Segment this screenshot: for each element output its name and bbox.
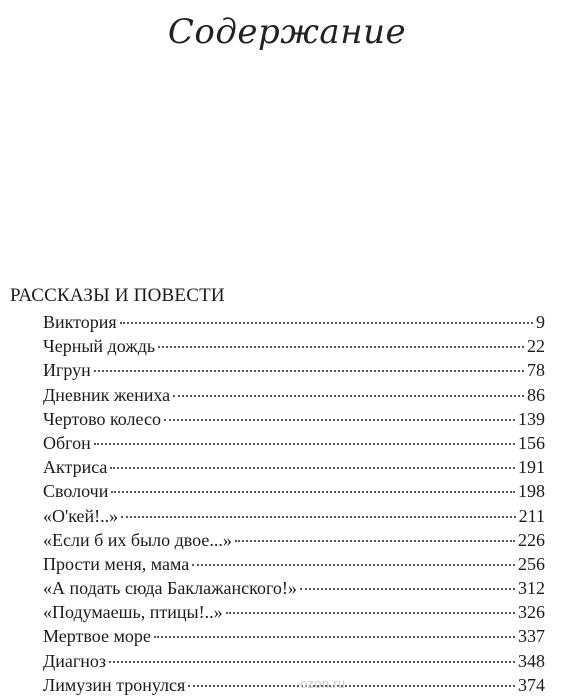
- dot-leader: [111, 491, 515, 493]
- toc-entry-title: Виктория: [43, 312, 117, 332]
- toc-entry-title: Диагноз: [43, 650, 107, 671]
- toc-entry: [43, 649, 545, 673]
- toc-entry-title: «А подать сюда Баклажанского!»: [43, 578, 297, 599]
- dot-leader: [120, 322, 533, 324]
- toc-entry-title: Обгон: [43, 432, 91, 453]
- toc-entry: [43, 528, 545, 552]
- toc-list: [43, 310, 545, 697]
- dot-leader: [121, 516, 516, 518]
- dot-leader: [164, 419, 515, 421]
- dot-leader: [110, 467, 515, 469]
- toc-entry-page: 86: [527, 384, 545, 405]
- toc-entry-page: 348: [518, 650, 545, 671]
- toc-entry: [43, 600, 545, 624]
- toc-entry: [43, 358, 545, 382]
- toc-entry-page: 22: [527, 336, 545, 357]
- dot-leader: [188, 685, 515, 687]
- toc-entry-title: «О'кей!..»: [43, 505, 119, 526]
- toc-entry-page: 198: [518, 481, 545, 502]
- toc-entry: [43, 552, 545, 576]
- toc-entry-page: 156: [518, 432, 545, 453]
- toc-entry-page: 256: [518, 553, 545, 574]
- toc-entry: [43, 310, 545, 334]
- dot-leader: [173, 395, 524, 397]
- toc-entry-page: 374: [518, 674, 545, 695]
- toc-entry-title: Сволочи: [43, 481, 109, 502]
- toc-entry-title: Чертово колесо: [43, 408, 161, 429]
- toc-entry-title: Лимузин тронулся: [43, 674, 186, 695]
- dot-leader: [158, 346, 524, 348]
- toc-entry-page: 9: [536, 312, 545, 332]
- page-title: Содержание: [167, 12, 407, 52]
- toc-entry: [43, 576, 545, 600]
- toc-entry-title: Прости меня, мама: [43, 553, 190, 574]
- dot-leader: [94, 370, 524, 372]
- toc-entry-page: 312: [518, 578, 545, 599]
- dot-leader: [154, 636, 515, 638]
- toc-entry: [43, 455, 545, 479]
- toc-entry-page: 191: [518, 457, 545, 478]
- dot-leader: [94, 443, 515, 445]
- toc-entry: [43, 624, 545, 648]
- toc-entry-page: 211: [518, 505, 545, 526]
- toc-entry-page: 326: [518, 602, 545, 623]
- toc-entry-page: 78: [527, 360, 545, 381]
- watermark: ozon.ru: [300, 676, 346, 691]
- toc-entry-title: Дневник жениха: [43, 384, 171, 405]
- dot-leader: [109, 661, 515, 663]
- dot-leader: [235, 540, 515, 542]
- toc-entry-title: Мертвое море: [43, 626, 151, 647]
- toc-entry-title: Актриса: [43, 457, 108, 478]
- toc-entry: [43, 673, 545, 697]
- section-heading: РАССКАЗЫ И ПОВЕСТИ: [10, 285, 225, 306]
- toc-entry: [43, 504, 545, 528]
- dot-leader: [300, 588, 515, 590]
- toc-entry: [43, 479, 545, 503]
- dot-leader: [226, 612, 515, 614]
- toc-entry: [43, 334, 545, 358]
- toc-entry-title: Черный дождь: [43, 336, 156, 357]
- toc-entry-title: Игрун: [43, 360, 91, 381]
- dot-leader: [192, 564, 515, 566]
- toc-entry: [43, 407, 545, 431]
- toc-entry: [43, 383, 545, 407]
- toc-entry: [43, 431, 545, 455]
- toc-entry-page: 226: [518, 529, 545, 550]
- toc-entry-title: «Подумаешь, птицы!..»: [43, 602, 223, 623]
- toc-entry-page: 139: [518, 408, 545, 429]
- toc-entry-title: «Если б их было двое...»: [43, 529, 232, 550]
- toc-entry-page: 337: [518, 626, 545, 647]
